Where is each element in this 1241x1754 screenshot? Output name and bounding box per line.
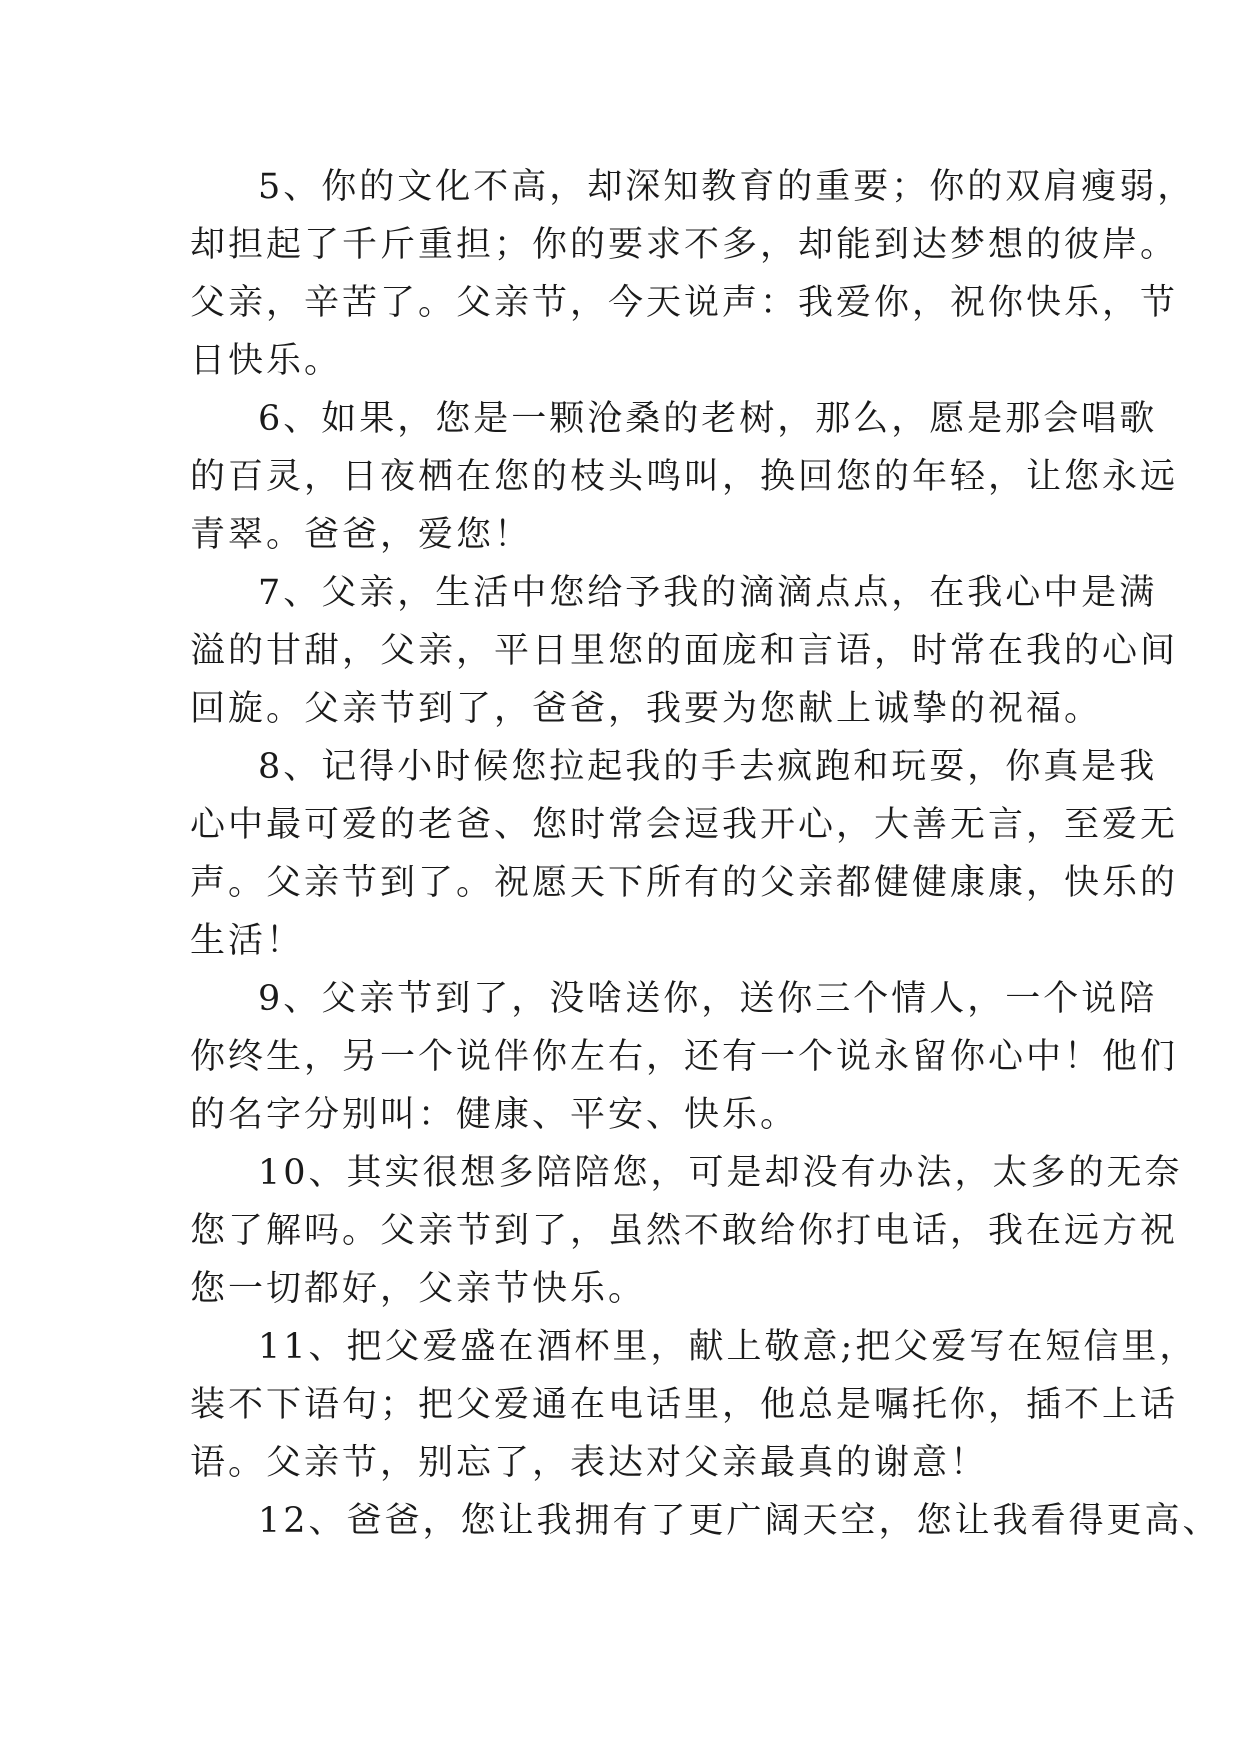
paragraph-line: 的百灵，日夜栖在您的枝头鸣叫，换回您的年轻，让您永远 bbox=[190, 457, 1179, 497]
paragraph-line: 11、把父爱盛在酒杯里，献上敬意;把父爱写在短信里， bbox=[258, 1327, 1198, 1367]
paragraph-line: 10、其实很想多陪陪您，可是却没有办法，太多的无奈 bbox=[258, 1153, 1183, 1193]
paragraph-line: 青翠。爸爸，爱您！ bbox=[190, 515, 533, 555]
paragraph-line: 的名字分别叫：健康、平安、快乐。 bbox=[190, 1095, 799, 1135]
paragraph-line: 生活！ bbox=[190, 921, 305, 961]
paragraph-line: 声。父亲节到了。祝愿天下所有的父亲都健健康康，快乐的 bbox=[190, 863, 1179, 903]
paragraph-line: 您了解吗。父亲节到了，虽然不敢给你打电话，我在远方祝 bbox=[190, 1211, 1179, 1251]
paragraph-line: 你终生，另一个说伴你左右，还有一个说永留你心中！他们 bbox=[190, 1037, 1179, 1077]
paragraph-line: 回旋。父亲节到了，爸爸，我要为您献上诚挚的祝福。 bbox=[190, 689, 1103, 729]
paragraph-line: 却担起了千斤重担；你的要求不多，却能到达梦想的彼岸。 bbox=[190, 225, 1179, 265]
paragraph-line: 语。父亲节，别忘了，表达对父亲最真的谢意！ bbox=[190, 1443, 989, 1483]
paragraph-line: 心中最可爱的老爸、您时常会逗我开心，大善无言，至爱无 bbox=[190, 805, 1179, 845]
paragraph-line: 6、如果，您是一颗沧桑的老树，那么，愿是那会唱歌 bbox=[258, 399, 1158, 439]
paragraph-line: 5、你的文化不高，却深知教育的重要；你的双肩瘦弱， bbox=[258, 167, 1196, 207]
paragraph-line: 装不下语句；把父爱通在电话里，他总是嘱托你，插不上话 bbox=[190, 1385, 1179, 1425]
paragraph-line: 日快乐。 bbox=[190, 341, 343, 381]
paragraph-line: 溢的甘甜，父亲，平日里您的面庞和言语，时常在我的心间 bbox=[190, 631, 1179, 671]
paragraph-line: 9、父亲节到了，没啥送你，送你三个情人，一个说陪 bbox=[258, 979, 1158, 1019]
paragraph-line: 8、记得小时候您拉起我的手去疯跑和玩耍，你真是我 bbox=[258, 747, 1158, 787]
paragraph-line: 您一切都好，父亲节快乐。 bbox=[190, 1269, 647, 1309]
paragraph-line: 父亲，辛苦了。父亲节，今天说声：我爱你，祝你快乐，节 bbox=[190, 283, 1179, 323]
paragraph-line: 12、爸爸，您让我拥有了更广阔天空，您让我看得更高、 bbox=[258, 1501, 1221, 1541]
paragraph-line: 7、父亲，生活中您给予我的滴滴点点，在我心中是满 bbox=[258, 573, 1158, 613]
